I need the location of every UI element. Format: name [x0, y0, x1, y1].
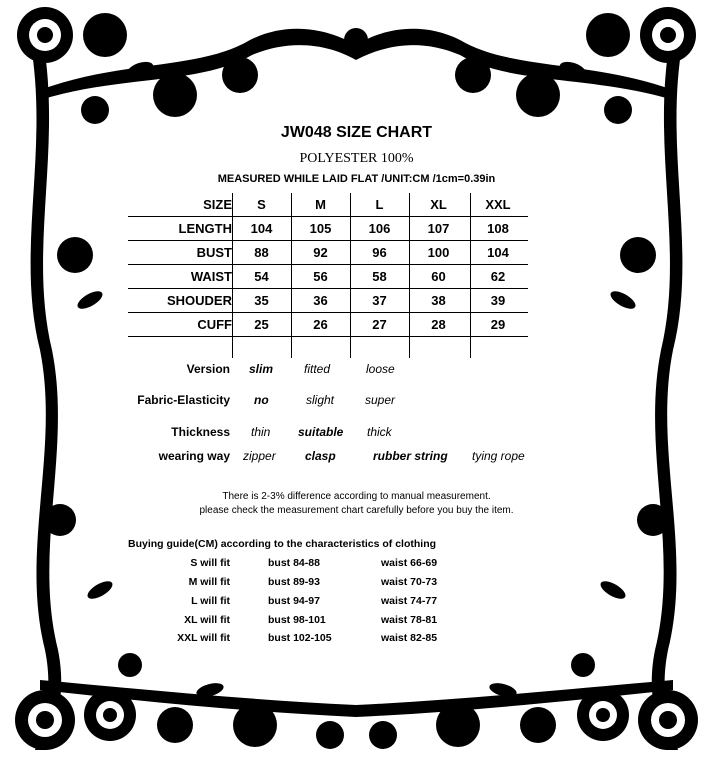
guide-bust: bust 84-88 [268, 557, 320, 569]
version-option: slim [249, 362, 274, 376]
table-cell: 56 [291, 265, 350, 289]
chart-title: JW048 SIZE CHART [280, 124, 433, 141]
table-cell: 29 [468, 313, 528, 337]
table-row [128, 265, 528, 289]
wearing-option: zipper [243, 449, 276, 463]
guide-size: XXL will fit [177, 632, 230, 644]
guide-waist: waist 70-73 [381, 576, 438, 588]
column-divider [232, 193, 233, 358]
row-label: CUFF [128, 313, 232, 337]
guide-size: M will fit [188, 576, 230, 588]
elasticity-option: slight [306, 393, 335, 407]
guide-size: L will fit [191, 595, 230, 607]
table-cell: 100 [409, 241, 468, 265]
table-cell: 105 [291, 217, 350, 241]
table-row [128, 241, 528, 265]
table-row [128, 289, 528, 313]
wearing-option: clasp [305, 449, 336, 463]
elasticity-option: no [254, 393, 269, 407]
header-cell: XXL [468, 193, 528, 217]
guide-size: S will fit [190, 557, 230, 569]
row-label: SHOUDER [128, 289, 232, 313]
guide-waist: waist 82-85 [381, 632, 438, 644]
table-cell: 25 [232, 313, 291, 337]
row-label: WAIST [128, 265, 232, 289]
guide-waist: waist 66-69 [381, 557, 438, 569]
table-cell: 26 [291, 313, 350, 337]
guide-bust: bust 89-93 [268, 576, 320, 588]
header-cell: L [350, 193, 409, 217]
size-header-row [128, 193, 528, 217]
table-cell: 58 [350, 265, 409, 289]
column-divider [409, 193, 410, 358]
row-label: BUST [128, 241, 232, 265]
table-cell: 27 [350, 313, 409, 337]
table-cell: 60 [409, 265, 468, 289]
table-row [128, 217, 528, 241]
table-cell: 92 [291, 241, 350, 265]
thickness-option: thick [367, 425, 392, 439]
table-cell: 62 [468, 265, 528, 289]
elasticity-option: super [365, 393, 396, 407]
disclaimer-line: please check the measurement chart carefully before you buy the item. [199, 505, 514, 516]
version-option: fitted [304, 362, 331, 376]
attr-label-wearing-way: wearing way [158, 449, 230, 463]
attr-label-elasticity: Fabric-Elasticity [137, 393, 230, 407]
header-cell: XL [409, 193, 468, 217]
table-cell: 108 [468, 217, 528, 241]
table-cell: 106 [350, 217, 409, 241]
header-cell: M [291, 193, 350, 217]
measure-note: MEASURED WHILE LAID FLAT /UNIT:CM /1cm=0.39in [217, 173, 496, 185]
thickness-option: thin [251, 425, 271, 439]
buying-guide-title: Buying guide(CM) according to the characteristics of clothing [128, 538, 437, 550]
column-divider [291, 193, 292, 358]
guide-waist: waist 78-81 [381, 614, 438, 626]
size-table [128, 193, 528, 337]
column-divider [470, 193, 471, 358]
table-cell: 35 [232, 289, 291, 313]
header-cell: SIZE [128, 193, 232, 217]
table-cell: 88 [232, 241, 291, 265]
table-cell: 104 [232, 217, 291, 241]
wearing-option: tying rope [472, 449, 525, 463]
table-cell: 104 [468, 241, 528, 265]
thickness-option: suitable [298, 425, 344, 439]
table-cell: 37 [350, 289, 409, 313]
table-cell: 54 [232, 265, 291, 289]
table-cell: 36 [291, 289, 350, 313]
table-cell: 39 [468, 289, 528, 313]
table-cell: 96 [350, 241, 409, 265]
header-cell: S [232, 193, 291, 217]
guide-bust: bust 102-105 [268, 632, 332, 644]
disclaimer-line: There is 2-3% difference according to manual measurement. [222, 491, 491, 502]
table-cell: 28 [409, 313, 468, 337]
version-option: loose [366, 362, 395, 376]
table-row [128, 313, 528, 337]
column-divider [350, 193, 351, 358]
guide-bust: bust 94-97 [268, 595, 320, 607]
guide-size: XL will fit [184, 614, 230, 626]
attr-label-thickness: Thickness [171, 425, 230, 439]
guide-waist: waist 74-77 [381, 595, 438, 607]
guide-bust: bust 98-101 [268, 614, 326, 626]
table-cell: 38 [409, 289, 468, 313]
wearing-option: rubber string [373, 449, 448, 463]
table-cell: 107 [409, 217, 468, 241]
row-label: LENGTH [128, 217, 232, 241]
attr-label-version: Version [186, 362, 230, 376]
material: POLYESTER 100% [299, 151, 414, 166]
